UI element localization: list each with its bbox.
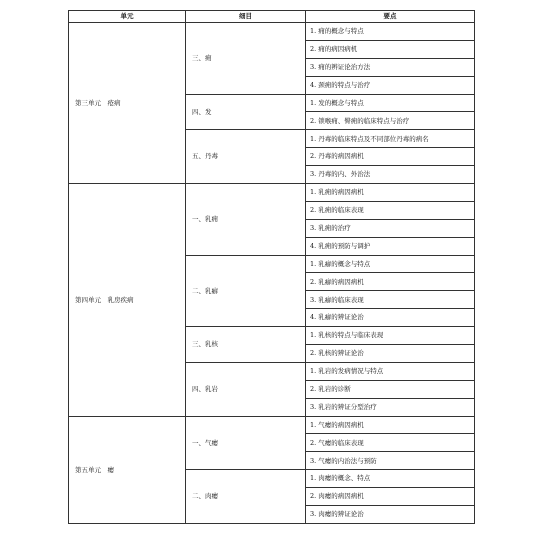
item-cell: 一、乳痈 [186, 184, 306, 256]
syllabus-table [68, 10, 475, 524]
point-cell: 3. 乳癖的临床表现 [306, 291, 475, 309]
unit-cell: 第四单元 乳房疾病 [69, 184, 186, 417]
point-cell: 2. 乳核的辨证论治 [306, 345, 475, 363]
table-row [69, 416, 475, 434]
point-cell: 1. 痈的概念与特点 [306, 23, 475, 41]
item-cell: 三、乳核 [186, 327, 306, 363]
header-item: 细目 [186, 11, 306, 23]
point-cell: 1. 乳癖的概念与特点 [306, 255, 475, 273]
point-cell: 3. 乳痈的治疗 [306, 219, 475, 237]
item-cell: 四、乳岩 [186, 362, 306, 416]
item-cell: 三、痈 [186, 23, 306, 95]
point-cell: 2. 痈的病因病机 [306, 40, 475, 58]
point-cell: 2. 乳癖的病因病机 [306, 273, 475, 291]
point-cell: 3. 丹毒的内、外治法 [306, 166, 475, 184]
point-cell: 1. 发的概念与特点 [306, 94, 475, 112]
point-cell: 1. 乳岩的发病情况与特点 [306, 362, 475, 380]
point-cell: 3. 肉瘿的辨证论治 [306, 506, 475, 524]
point-cell: 1. 乳痈的病因病机 [306, 184, 475, 202]
item-cell: 一、气瘿 [186, 416, 306, 470]
point-cell: 2. 乳痈的临床表现 [306, 201, 475, 219]
point-cell: 1. 肉瘿的概念、特点 [306, 470, 475, 488]
table-row [69, 184, 475, 202]
header-point: 要点 [306, 11, 475, 23]
point-cell: 1. 丹毒的临床特点及不同部位丹毒的病名 [306, 130, 475, 148]
point-cell: 4. 乳痈的预防与调护 [306, 237, 475, 255]
point-cell: 2. 肉瘿的病因病机 [306, 488, 475, 506]
item-cell: 五、丹毒 [186, 130, 306, 184]
item-cell: 二、乳癖 [186, 255, 306, 327]
point-cell: 3. 气瘿的内治法与预防 [306, 452, 475, 470]
unit-cell: 第三单元 疮病 [69, 23, 186, 184]
point-cell: 3. 痈的辨证论治方法 [306, 58, 475, 76]
point-cell: 2. 锁喉痈、臀痈的临床特点与治疗 [306, 112, 475, 130]
point-cell: 4. 乳癖的辨证论治 [306, 309, 475, 327]
point-cell: 2. 丹毒的病因病机 [306, 148, 475, 166]
point-cell: 2. 气瘿的临床表现 [306, 434, 475, 452]
item-cell: 四、发 [186, 94, 306, 130]
point-cell: 1. 气瘿的病因病机 [306, 416, 475, 434]
header-row [69, 11, 475, 23]
unit-cell: 第五单元 瘿 [69, 416, 186, 523]
table-row [69, 23, 475, 41]
header-unit: 单元 [69, 11, 186, 23]
point-cell: 2. 乳岩的诊断 [306, 380, 475, 398]
point-cell: 3. 乳岩的辨证分型治疗 [306, 398, 475, 416]
table-body [69, 23, 475, 524]
point-cell: 1. 乳核的特点与临床表现 [306, 327, 475, 345]
item-cell: 二、肉瘿 [186, 470, 306, 524]
point-cell: 4. 颈痈的特点与治疗 [306, 76, 475, 94]
